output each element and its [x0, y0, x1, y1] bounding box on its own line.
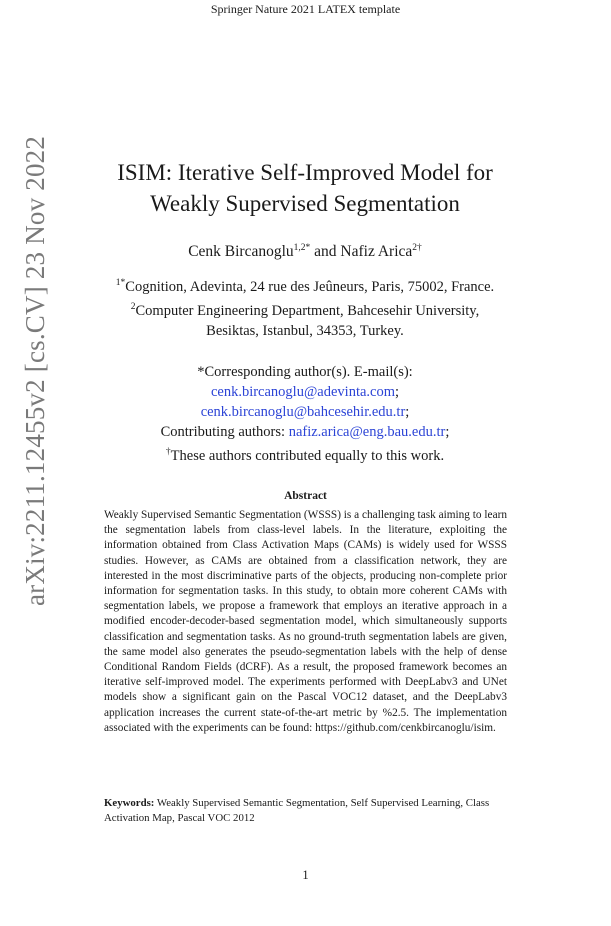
page-number: 1 [302, 868, 309, 882]
contributing-line [80, 422, 530, 442]
abstract-text: Weakly Supervised Semantic Segmentation (WSSS) is a challenging task aiming to learn the segmentation labels from class-level labels. In the literature, exploiting the information obtained from Class Activation Maps (CAMs) is widely used for WSSS studies. However, as CAMs are obtained from a classification network, they are interested in the most discriminative parts of the objects, producing non-complete prior information for segmentation tasks. In this study, to obtain more coherent CAMs with segmentation labels, we propose a framework that employs an iterative approach in a modified encoder-decoder-based segmentation model, which simultaneously supports classification and segmentation tasks. As no ground-truth segmentation labels are given, the same model also generates the pseudo-segmentation labels with the help of dense Conditional Random Fields (dCRF). As a result, the proposed framework becomes an iterative self-improved model. The experiments performed with DeepLabv3 and UNet models show a significant gain on the Pascal VOC12 dataset, and the DeepLabv3 application increases the current state-of-the-art metric by %2.5. The implementation associated with the experiments can be found: https://github.com/cenkbircanoglu/isim. [104, 509, 507, 734]
affiliation-2-text: Computer Engineering Department, Bahcesehir University, [135, 303, 480, 319]
title-line-1: ISIM: Iterative Self-Improved Model for [117, 160, 493, 185]
contributing-label: Contributing authors: [160, 424, 289, 440]
equal-contribution-note [80, 442, 530, 466]
email-3-suffix: ; [445, 424, 450, 440]
arxiv-stamp: arXiv:2211.12455v2 [cs.CV] 23 Nov 2022 [20, 135, 50, 606]
equal-contribution-text: These authors contributed equally to this work. [170, 448, 445, 464]
email-2-suffix: ; [405, 404, 410, 420]
affiliation-1-marker: 1* [115, 278, 126, 288]
email-line-1 [80, 382, 530, 402]
email-line-2 [80, 402, 530, 422]
affiliation-2 [60, 297, 550, 321]
affiliation-3-text: Besiktas, Istanbul, 34353, Turkey. [206, 323, 404, 339]
author-2-marker: 2† [412, 243, 422, 253]
email-link-3[interactable]: nafiz.arica@eng.bau.edu.tr [288, 424, 446, 440]
email-1-suffix: ; [395, 384, 400, 400]
author-1-marker: 1,2* [293, 243, 311, 253]
affiliation-2-continued [60, 321, 550, 341]
affiliation-1-text: Cognition, Adevinta, 24 rue des Jeûneurs, Paris, 75002, France. [125, 279, 495, 295]
abstract-heading: Abstract [284, 490, 327, 502]
affiliations [60, 273, 550, 341]
affiliation-1 [60, 273, 550, 297]
keywords-text: Weakly Supervised Semantic Segmentation, Self Supervised Learning, Class Activation Map, Pascal VOC 2012 [104, 797, 492, 824]
contact-block [80, 362, 530, 466]
email-link-1[interactable]: cenk.bircanoglu@adevinta.com [210, 384, 396, 400]
author-conjunction: and [310, 243, 341, 260]
paper-title [80, 157, 530, 219]
author-2-name: Nafiz Arica [340, 243, 413, 260]
affiliation-2-marker: 2 [130, 302, 136, 312]
corresponding-label: *Corresponding author(s). E-mail(s): [197, 364, 413, 380]
keywords-label: Keywords: [104, 797, 155, 809]
equal-contribution-marker: † [165, 447, 171, 457]
title-line-2: Weakly Supervised Segmentation [150, 191, 460, 216]
author-list [80, 243, 530, 261]
running-head: Springer Nature 2021 LATEX template [210, 2, 401, 16]
author-1-name: Cenk Bircanoglu [188, 243, 294, 260]
keywords [104, 796, 507, 825]
email-link-2[interactable]: cenk.bircanoglu@bahcesehir.edu.tr [200, 404, 406, 420]
